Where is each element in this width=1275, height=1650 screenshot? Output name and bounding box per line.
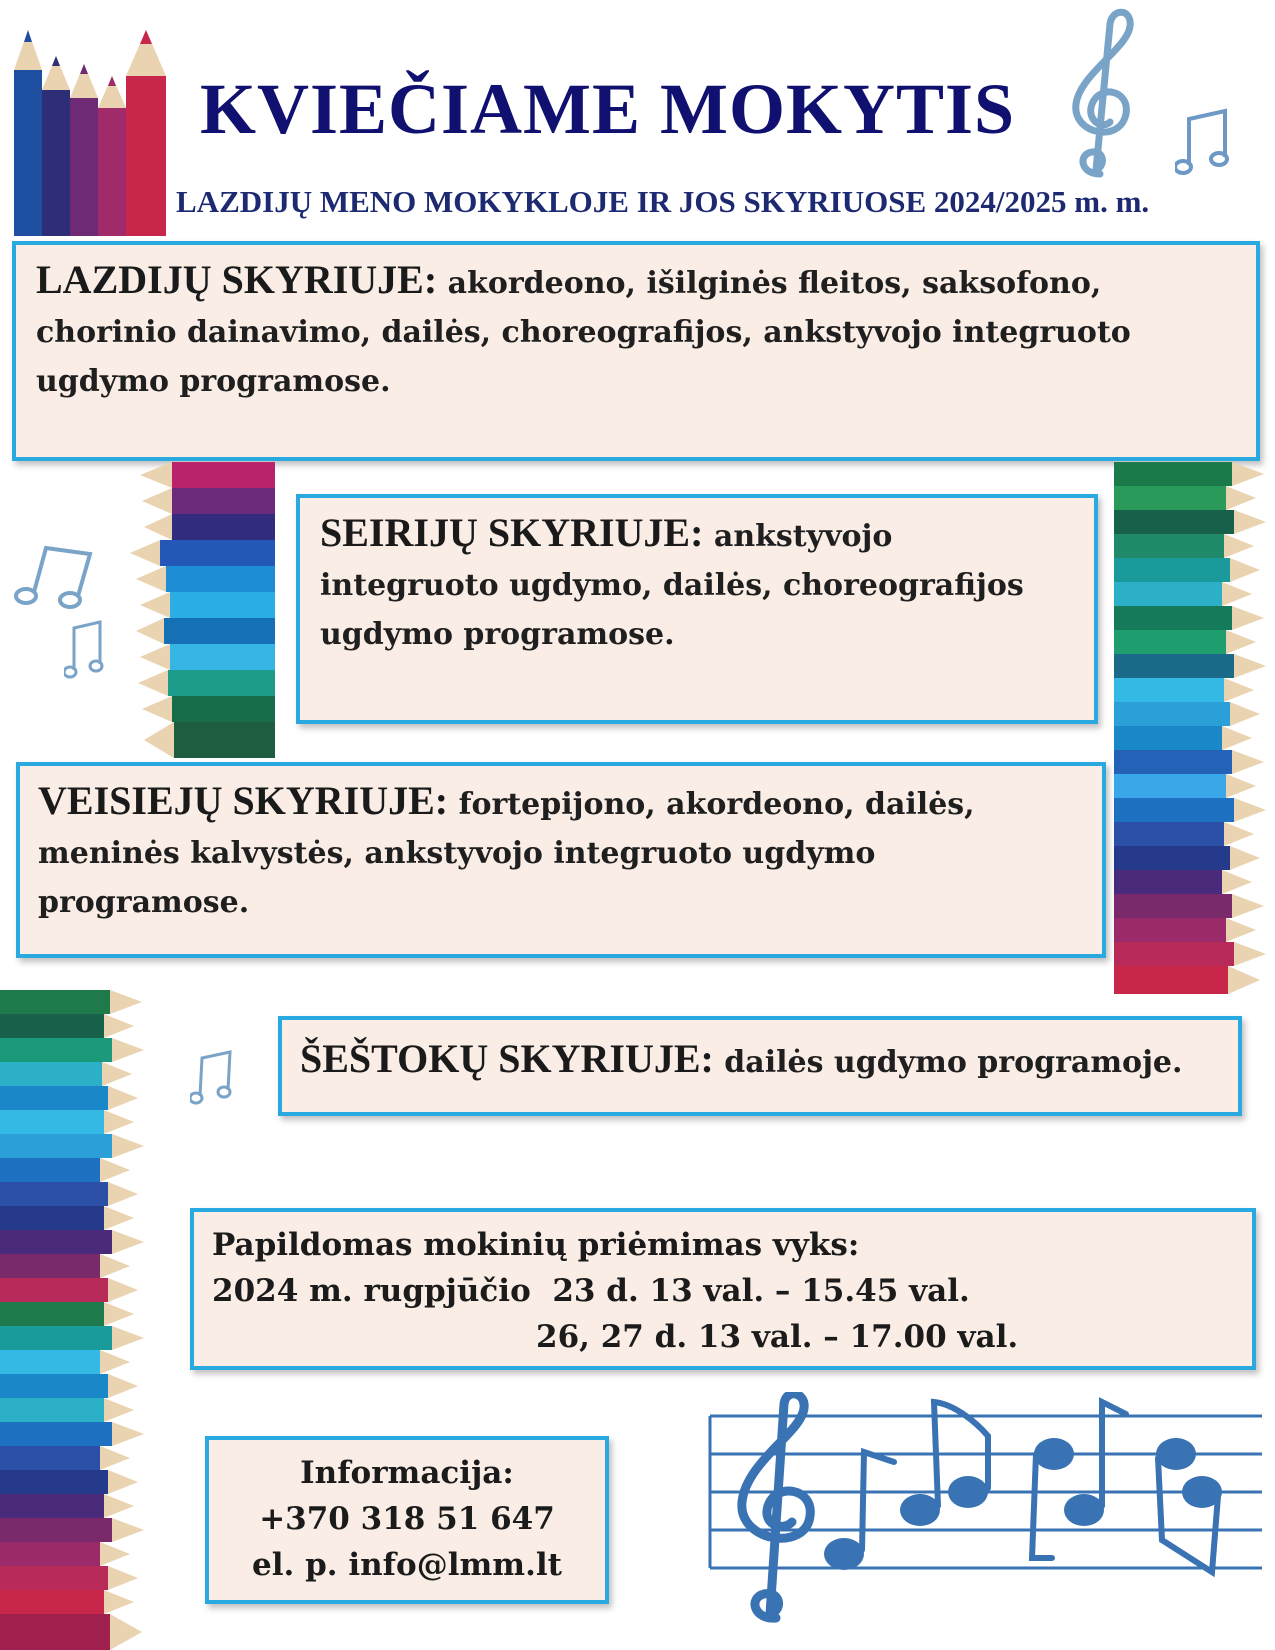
pencils-right-icon: [1114, 462, 1275, 994]
pencils-left-middle-icon: [130, 462, 275, 758]
section-text: dailės ugdymo programoje.: [724, 1045, 1183, 1080]
pencils-top-left-icon: [12, 20, 172, 236]
contact-phone: +370 318 51 647: [259, 1501, 555, 1537]
section-lead: ŠEŠTOKŲ SKYRIUJE:: [300, 1036, 714, 1081]
admission-heading: Papildomas mokinių priėmimas vyks:: [212, 1227, 860, 1263]
section-lead: SEIRIJŲ SKYRIUJE:: [320, 510, 704, 555]
contact-box: [205, 1436, 609, 1604]
section-sestokai: [278, 1016, 1242, 1116]
contact-heading: Informacija:: [300, 1455, 514, 1491]
treble-clef-icon: [1040, 4, 1150, 188]
page-title: KVIEČIAME MOKYTIS: [200, 69, 1016, 149]
music-note-icon: [6, 540, 96, 614]
section-veisiejai: [16, 762, 1106, 958]
section-text: akordeono, išilginės fleitos, saksofono, chorinio dainavimo, dailės, choreografijos, ankstyvojo integruoto ugdymo programose.: [36, 266, 1131, 399]
section-text: ankstyvojo integruoto ugdymo, dailės, choreografijos ugdymo programose.: [320, 519, 1024, 652]
music-staff-icon: [706, 1392, 1266, 1636]
admission-line-2: 26, 27 d. 13 val. – 17.00 val.: [536, 1319, 1019, 1355]
section-lazdijai: [12, 241, 1260, 461]
music-note-icon: [1175, 105, 1235, 185]
admission-box: [190, 1208, 1256, 1370]
contact-email: el. p. info@lmm.lt: [252, 1547, 562, 1583]
section-lead: LAZDIJŲ SKYRIUJE:: [36, 257, 438, 302]
section-lead: VEISIEJŲ SKYRIUJE:: [38, 778, 449, 823]
section-seirijai: [296, 494, 1098, 724]
pencils-left-bottom-icon: [0, 990, 160, 1650]
section-text: fortepijono, akordeono, dailės, meninės kalvystės, ankstyvojo integruoto ugdymo programose.: [38, 787, 975, 920]
page-subtitle: LAZDIJŲ MENO MOKYKLOJE IR JOS SKYRIUOSE 2024/2025 m. m.: [176, 184, 1150, 219]
music-note-icon: [190, 1050, 236, 1110]
music-note-icon: [64, 620, 108, 684]
admission-line-1: 2024 m. rugpjūčio 23 d. 13 val. – 15.45 val.: [212, 1273, 970, 1309]
